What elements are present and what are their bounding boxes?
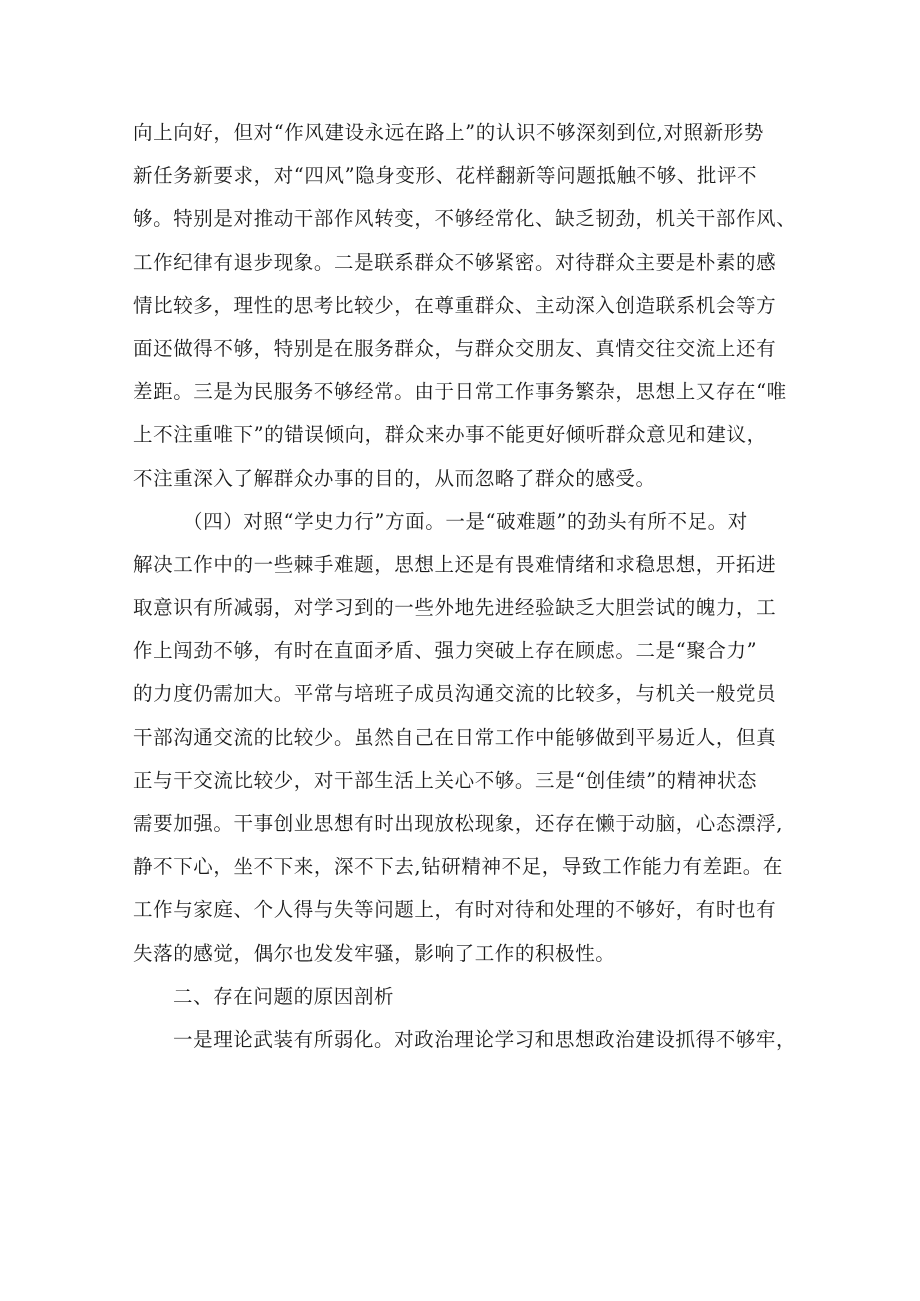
- text-line: 面还做得不够，特别是在服务群众，与群众交朋友、真情交往交流上还有: [133, 336, 777, 360]
- paragraph-section-four: [133, 500, 793, 975]
- text-line: 差距。三是为民服务不够经常。由于日常工作事务繁杂，思想上又存在“唯: [133, 380, 787, 404]
- text-line: 情比较多，理性的思考比较少，在尊重群众、主动深入创造联系机会等方: [133, 293, 777, 317]
- text-line: 需要加强。干事创业思想有时出现放松现象，还存在懒于动脑，心态漂浮,: [133, 812, 783, 835]
- text-line: （四）对照“学史力行”方面。一是“破难题”的劲头有所不足。对: [183, 509, 748, 533]
- text-line: 不注重深入了解群众办事的目的，从而忽略了群众的感受。: [133, 466, 656, 490]
- text-line: 静不下心，坐不下来，深不下去,钻研精神不足，导致工作能力有差距。在: [133, 855, 783, 879]
- paragraph-continued: [133, 111, 797, 500]
- text-line: 失落的感觉，偶尔也发发牢骚，影响了工作的积极性。: [133, 941, 616, 965]
- text-line: 够。特别是对推动干部作风转变，不够经常化、缺乏韧劲，机关干部作风、: [133, 207, 797, 231]
- text-line: 干部沟通交流的比较少。虽然自己在日常工作中能够做到平易近人，但真: [133, 725, 777, 749]
- document-body: [133, 111, 797, 1061]
- text-line: 正与干交流比较少，对干部生活上关心不够。三是“创佳绩”的精神状态: [133, 768, 758, 792]
- text-line: 作上闯劲不够，有时在直面矛盾、强力突破上存在顾虑。二是“聚合力”: [133, 639, 758, 663]
- text-line: 上不注重唯下”的错误倾向，群众来办事不能更好倾听群众意见和建议，: [133, 423, 767, 447]
- text-line: 向上向好，但对“作风建设永远在路上”的认识不够深刻到位,对照新形势: [133, 121, 764, 144]
- text-line: 取意识有所减弱，对学习到的一些外地先进经验缺乏大胆尝试的魄力，工: [133, 596, 777, 620]
- section-heading: 二、存在问题的原因剖析: [173, 984, 395, 1008]
- text-line: 工作与家庭、个人得与失等问题上，有时对待和处理的不够好，有时也有: [133, 898, 777, 922]
- paragraph-cause-analysis: [133, 1018, 797, 1061]
- text-line: 新任务新要求，对“四风”隐身变形、花样翻新等问题抵触不够、批评不: [133, 164, 758, 188]
- text-line: 的力度仍需加大。平常与培班子成员沟通交流的比较多，与机关一般党员: [133, 682, 777, 706]
- text-line: 一是理论武装有所弱化。对政治理论学习和思想政治建设抓得不够牢，: [173, 1027, 797, 1051]
- text-line: 工作纪律有退步现象。二是联系群众不够紧密。对待群众主要是朴素的感: [133, 250, 777, 274]
- text-line: 解决工作中的一些棘手难题，思想上还是有畏难情绪和求稳思想，开拓进: [133, 552, 777, 576]
